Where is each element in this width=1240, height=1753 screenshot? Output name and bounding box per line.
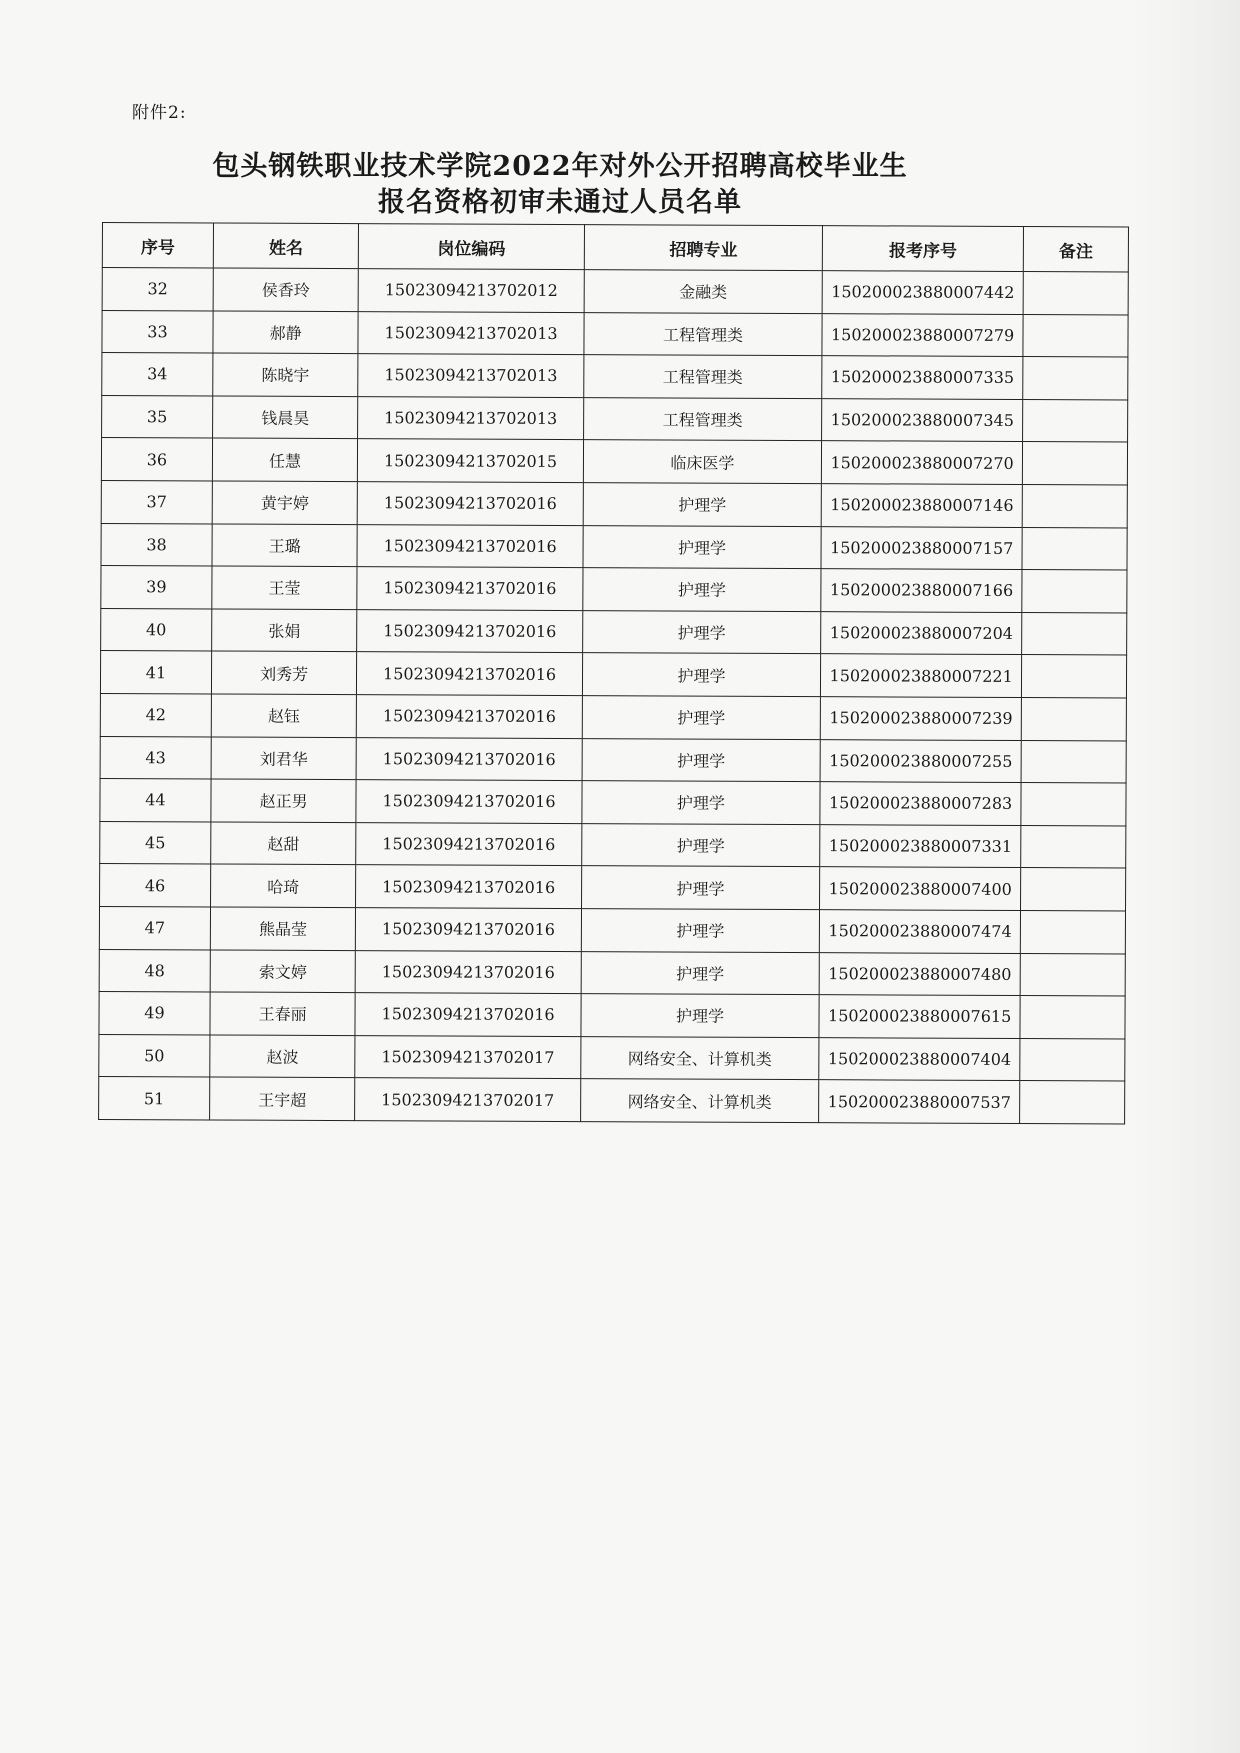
cell-name: 索文婷 <box>210 949 356 992</box>
cell-registration-number: 150200023880007480 <box>819 952 1020 995</box>
scan-edge-shadow <box>1130 0 1240 1753</box>
cell-remark <box>1021 783 1126 826</box>
cell-registration-number: 150200023880007221 <box>821 654 1022 697</box>
cell-position-code: 15023094213702016 <box>356 865 582 909</box>
cell-serial-number: 45 <box>100 821 211 864</box>
cell-major: 工程管理类 <box>583 397 822 441</box>
cell-registration-number: 150200023880007270 <box>822 441 1023 484</box>
cell-registration-number: 150200023880007474 <box>820 910 1021 953</box>
cell-position-code: 15023094213702013 <box>358 354 584 398</box>
cell-registration-number: 150200023880007331 <box>820 824 1021 867</box>
cell-major: 护理学 <box>581 866 820 910</box>
table-row <box>99 949 1125 996</box>
table-row <box>102 310 1128 357</box>
table-row <box>101 523 1127 570</box>
cell-name: 熊晶莹 <box>210 907 356 950</box>
cell-remark <box>1021 697 1126 740</box>
rejected-applicants-table <box>98 222 1129 1124</box>
cell-name: 张娟 <box>212 609 358 652</box>
cell-position-code: 15023094213702016 <box>357 524 583 568</box>
cell-remark <box>1020 1038 1125 1081</box>
table-row <box>101 566 1127 613</box>
cell-remark <box>1023 314 1128 357</box>
cell-remark <box>1022 442 1127 485</box>
table-row <box>99 1077 1125 1124</box>
cell-registration-number: 150200023880007442 <box>822 271 1023 314</box>
table-row <box>100 821 1126 868</box>
cell-name: 刘秀芳 <box>211 651 357 694</box>
cell-serial-number: 46 <box>100 864 211 907</box>
cell-registration-number: 150200023880007404 <box>819 1037 1020 1080</box>
cell-serial-number: 47 <box>99 906 210 949</box>
cell-serial-number: 36 <box>101 438 212 481</box>
table-row <box>100 651 1126 698</box>
cell-serial-number: 49 <box>99 992 210 1035</box>
header-serial-number: 序号 <box>102 223 213 268</box>
cell-serial-number: 35 <box>102 395 213 438</box>
table-row <box>102 353 1128 400</box>
cell-position-code: 15023094213702016 <box>356 822 582 866</box>
cell-major: 护理学 <box>582 610 821 654</box>
cell-position-code: 15023094213702012 <box>358 269 584 313</box>
cell-major: 护理学 <box>582 781 821 825</box>
cell-position-code: 15023094213702016 <box>356 908 582 952</box>
cell-remark <box>1021 655 1126 698</box>
cell-remark <box>1021 740 1126 783</box>
cell-registration-number: 150200023880007166 <box>821 569 1022 612</box>
cell-remark <box>1020 910 1125 953</box>
cell-remark <box>1020 996 1125 1039</box>
cell-position-code: 15023094213702016 <box>357 567 583 611</box>
table-row <box>100 693 1126 740</box>
cell-major: 临床医学 <box>583 440 822 484</box>
cell-name: 王璐 <box>212 524 358 567</box>
cell-major: 工程管理类 <box>583 355 822 399</box>
header-position-code: 岗位编码 <box>359 224 585 270</box>
cell-serial-number: 44 <box>100 779 211 822</box>
cell-serial-number: 32 <box>102 268 213 311</box>
cell-name: 黄宇婷 <box>212 481 358 524</box>
table-row <box>102 395 1128 442</box>
table-row <box>100 736 1126 783</box>
cell-major: 护理学 <box>581 823 820 867</box>
cell-name: 任慧 <box>212 438 358 481</box>
cell-serial-number: 33 <box>102 310 213 353</box>
table-row <box>100 864 1126 911</box>
cell-serial-number: 43 <box>100 736 211 779</box>
cell-position-code: 15023094213702017 <box>355 1078 581 1122</box>
header-name: 姓名 <box>213 223 359 269</box>
cell-name: 赵钰 <box>211 694 357 737</box>
cell-major: 网络安全、计算机类 <box>581 1036 820 1080</box>
cell-position-code: 15023094213702017 <box>355 1035 581 1079</box>
cell-major: 护理学 <box>582 738 821 782</box>
cell-position-code: 15023094213702013 <box>358 396 584 440</box>
cell-serial-number: 34 <box>102 353 213 396</box>
cell-remark <box>1022 612 1127 655</box>
cell-major: 护理学 <box>583 568 822 612</box>
cell-remark <box>1021 825 1126 868</box>
header-registration-number: 报考序号 <box>823 226 1024 272</box>
cell-registration-number: 150200023880007283 <box>820 782 1021 825</box>
cell-name: 赵波 <box>210 1035 356 1078</box>
cell-name: 赵甜 <box>211 822 357 865</box>
cell-position-code: 15023094213702016 <box>355 950 581 994</box>
cell-registration-number: 150200023880007279 <box>822 313 1023 356</box>
cell-name: 陈晓宇 <box>213 353 359 396</box>
cell-name: 郝静 <box>213 311 359 354</box>
table-header-row <box>102 223 1128 272</box>
cell-registration-number: 150200023880007537 <box>819 1080 1020 1123</box>
cell-position-code: 15023094213702016 <box>357 652 583 696</box>
table-row <box>101 608 1127 655</box>
cell-name: 王春丽 <box>210 992 356 1035</box>
header-remark: 备注 <box>1023 227 1128 272</box>
cell-serial-number: 50 <box>99 1034 210 1077</box>
cell-remark <box>1020 1081 1125 1124</box>
cell-registration-number: 150200023880007615 <box>819 995 1020 1038</box>
cell-major: 护理学 <box>582 653 821 697</box>
cell-name: 哈琦 <box>210 864 356 907</box>
cell-name: 王宇超 <box>209 1077 355 1120</box>
cell-name: 王莹 <box>212 566 358 609</box>
table-row <box>100 779 1126 826</box>
cell-major: 护理学 <box>581 909 820 953</box>
attachment-label: 附件2: <box>132 103 187 123</box>
cell-remark <box>1020 953 1125 996</box>
table-row <box>101 480 1127 527</box>
cell-major: 金融类 <box>584 270 823 314</box>
cell-serial-number: 40 <box>101 608 212 651</box>
document-title-line-1: 包头钢铁职业技术学院2022年对外公开招聘高校毕业生 <box>212 151 908 182</box>
table-body <box>99 268 1129 1124</box>
cell-name: 钱晨昊 <box>212 396 358 439</box>
cell-registration-number: 150200023880007239 <box>820 697 1021 740</box>
cell-registration-number: 150200023880007400 <box>820 867 1021 910</box>
table-row <box>99 992 1125 1039</box>
cell-major: 工程管理类 <box>584 312 823 356</box>
cell-serial-number: 37 <box>101 480 212 523</box>
table-row <box>99 906 1125 953</box>
cell-registration-number: 150200023880007335 <box>822 356 1023 399</box>
cell-remark <box>1022 570 1127 613</box>
cell-position-code: 15023094213702016 <box>355 993 581 1037</box>
cell-major: 护理学 <box>583 525 822 569</box>
cell-serial-number: 38 <box>101 523 212 566</box>
cell-registration-number: 150200023880007255 <box>820 739 1021 782</box>
cell-position-code: 15023094213702016 <box>358 482 584 526</box>
cell-position-code: 15023094213702015 <box>358 439 584 483</box>
cell-serial-number: 39 <box>101 566 212 609</box>
cell-name: 刘君华 <box>211 737 357 780</box>
table-row <box>99 1034 1125 1081</box>
cell-position-code: 15023094213702013 <box>358 311 584 355</box>
cell-serial-number: 42 <box>100 693 211 736</box>
cell-registration-number: 150200023880007345 <box>822 398 1023 441</box>
cell-major: 护理学 <box>581 994 820 1038</box>
cell-registration-number: 150200023880007146 <box>821 484 1022 527</box>
cell-major: 护理学 <box>581 951 820 995</box>
document-title-line-2: 报名资格初审未通过人员名单 <box>378 187 742 218</box>
cell-serial-number: 41 <box>100 651 211 694</box>
cell-remark <box>1022 484 1127 527</box>
cell-registration-number: 150200023880007204 <box>821 611 1022 654</box>
cell-name: 侯香玲 <box>213 268 359 311</box>
cell-remark <box>1022 527 1127 570</box>
cell-major: 护理学 <box>583 483 822 527</box>
header-major: 招聘专业 <box>584 225 823 271</box>
cell-position-code: 15023094213702016 <box>357 609 583 653</box>
cell-major: 网络安全、计算机类 <box>580 1079 819 1123</box>
cell-serial-number: 51 <box>99 1077 210 1120</box>
cell-remark <box>1023 357 1128 400</box>
cell-remark <box>1023 272 1128 315</box>
cell-position-code: 15023094213702016 <box>356 780 582 824</box>
table-row <box>101 438 1127 485</box>
cell-serial-number: 48 <box>99 949 210 992</box>
cell-position-code: 15023094213702016 <box>357 695 583 739</box>
cell-remark <box>1021 868 1126 911</box>
cell-remark <box>1023 399 1128 442</box>
cell-name: 赵正男 <box>211 779 357 822</box>
cell-position-code: 15023094213702016 <box>356 737 582 781</box>
cell-major: 护理学 <box>582 696 821 740</box>
cell-registration-number: 150200023880007157 <box>821 526 1022 569</box>
table-row <box>102 268 1128 315</box>
